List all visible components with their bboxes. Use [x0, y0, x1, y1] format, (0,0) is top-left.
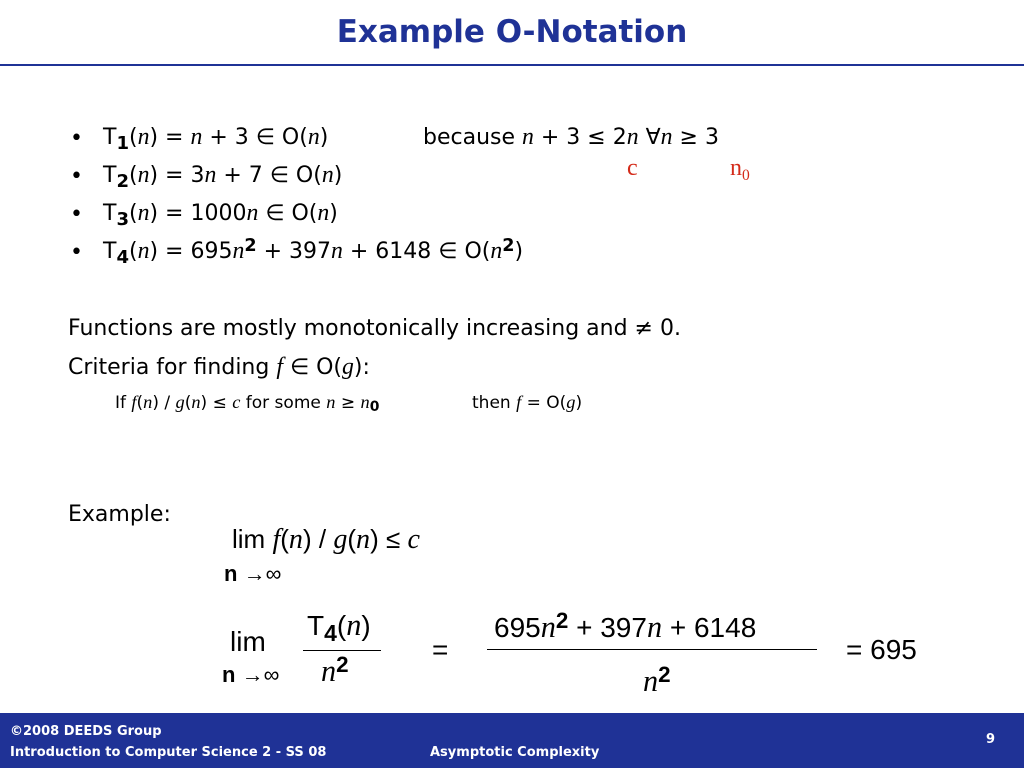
- ratio-numerator: $T_4(n)$: [307, 608, 371, 646]
- n0-label: n0: [730, 155, 750, 184]
- polynomial-fraction-bar: [487, 649, 817, 650]
- ratio-lim: lim: [230, 626, 266, 657]
- bullet-item-2: $T_2(n) = 3n + 7$ ∈ O(n): [103, 162, 343, 192]
- criterion-condition: If f(n) / g(n) ≤ c for some $n \ge n_0$: [115, 392, 380, 416]
- ratio-fraction-bar: [303, 650, 381, 651]
- bullet-marker: •: [70, 126, 83, 151]
- constant-c-label: c: [627, 155, 638, 181]
- criterion-conclusion: then f = O(g): [472, 392, 583, 413]
- because-condition: because n + 3 ≤ 2n ∀n ≥ 3: [423, 124, 719, 150]
- example-limit-subscript: n →∞: [224, 561, 282, 586]
- slide-title: Example O-Notation: [336, 14, 688, 50]
- equals-sign: =: [432, 634, 449, 665]
- page-number: 9: [986, 732, 996, 747]
- bullet-item-4: $T_4(n) = 695n^2 + 397n + 6148$ ∈ $O(n^2)$: [103, 235, 524, 268]
- example-limit-expression: lim f(n) / g(n) ≤ c: [232, 524, 420, 555]
- bullet-marker: •: [70, 164, 83, 189]
- polynomial-denominator: $n^2$: [643, 661, 671, 698]
- limit-result: = 695: [846, 634, 917, 665]
- ratio-denominator: $n^2$: [321, 651, 349, 688]
- bullet-item-1: $T_1(n) = n + 3$ ∈ O(n): [103, 124, 329, 154]
- polynomial-numerator: $695n^2 + 397n + 6148$: [494, 607, 757, 644]
- monotonic-statement: Functions are mostly monotonically increasing and ≠ 0.: [68, 316, 681, 341]
- criteria-heading: Criteria for finding f ∈ O(g):: [68, 354, 370, 380]
- title-divider: [0, 64, 1024, 66]
- footer-course: Introduction to Computer Science 2 - SS 08: [10, 745, 327, 760]
- footer-copyright: ©2008 DEEDS Group: [10, 724, 162, 739]
- bullet-marker: •: [70, 202, 83, 227]
- bullet-marker: •: [70, 240, 83, 265]
- example-label: Example:: [68, 502, 171, 527]
- bullet-item-3: $T_3(n) = 1000n$ ∈ O(n): [103, 200, 338, 230]
- footer-topic: Asymptotic Complexity: [430, 745, 600, 760]
- ratio-lim-subscript: n →∞: [222, 662, 280, 687]
